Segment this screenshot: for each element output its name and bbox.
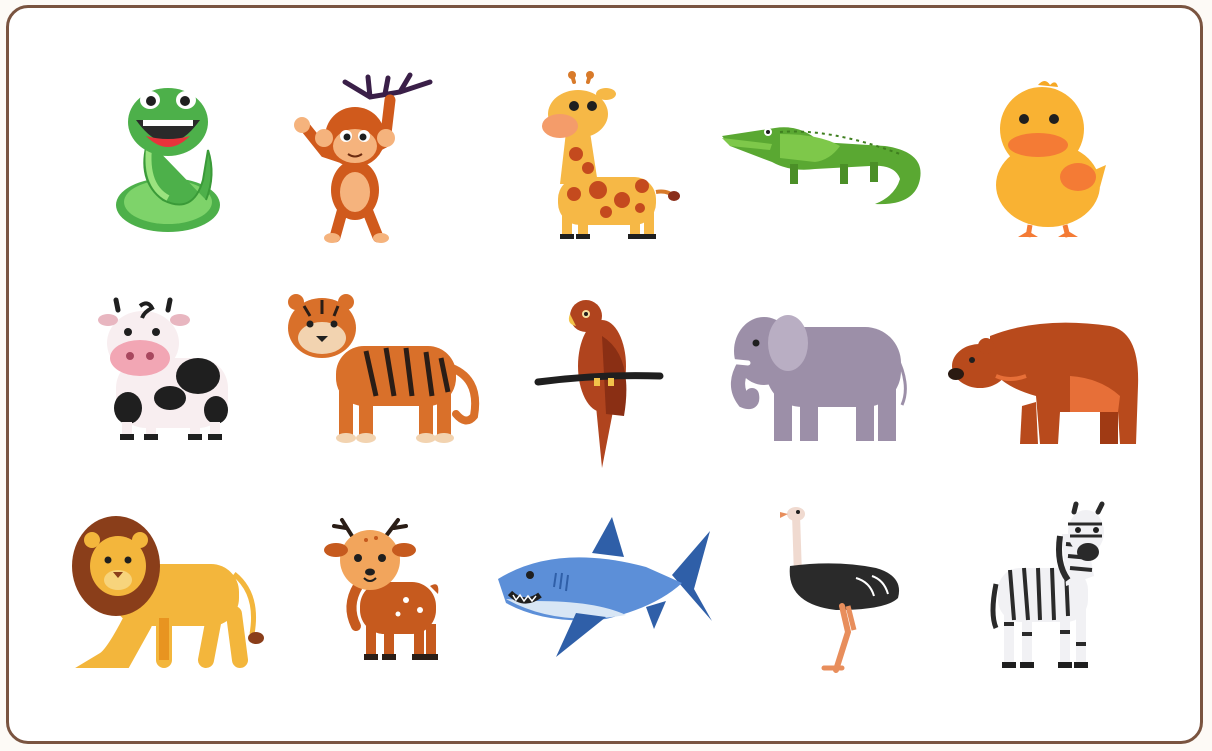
- monkey-icon: [290, 72, 435, 244]
- cow-icon: [98, 298, 238, 446]
- deer-icon: [326, 516, 442, 662]
- giraffe-icon: [538, 72, 678, 242]
- tiger-icon: [286, 296, 486, 444]
- snake-icon: [108, 80, 228, 235]
- shark-icon: [496, 517, 716, 659]
- bear-icon: [950, 316, 1142, 446]
- parrot-icon: [536, 296, 662, 472]
- lion-icon: [74, 514, 266, 664]
- ostrich-icon: [776, 506, 904, 674]
- crocodile-icon: [720, 124, 930, 212]
- elephant-icon: [726, 305, 912, 445]
- duck-icon: [990, 77, 1110, 242]
- zebra-icon: [990, 504, 1110, 672]
